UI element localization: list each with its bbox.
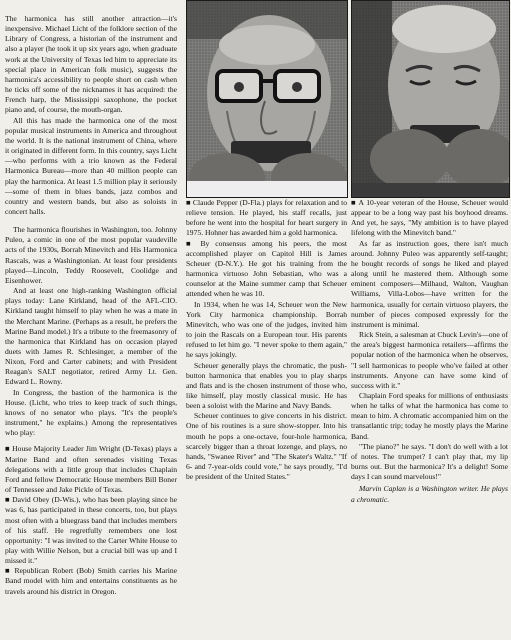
- photo-image: [352, 1, 509, 197]
- paragraph: And at least one high-ranking Washington official plays today: Lane Kirkland, head of the AFL-CIO. Kirkland taught himself to play when he was a mate in the Merchant Marine. (Perhaps as a result, he prefers the Marine Band model.) It's a tribute to the freemasonry of the harmonica that Kirkland has on occasion played duets with James R. Schlesinger, a member of the Nixon, Ford and Carter cabinets; and with President Reagan's SALT negotiator, retired Army Lt. Gen. Edward L. Rowny.: [5, 286, 177, 387]
- paragraph: ■ Republican Robert (Bob) Smith carries his Marine Band model with him and entertains constituents as he travels around his district in Oregon.: [5, 566, 177, 596]
- paragraph: Scheuer continues to give concerts in his district. One of his routines is a sure show-stopper. Into his mouth he pops a one-octave, four-hole harmonica, scarcely bigger than a throat lozenge, and plays, no hands, "Swanee River" and "The Skater's Waltz." "If 6- and 7-year-olds could vote," he says proudly, "I'd be president of the United States.": [186, 411, 347, 482]
- photo-man-with-glasses: [186, 0, 348, 198]
- article-column-1: [5, 14, 177, 597]
- paragraph: ■ A 10-year veteran of the House, Scheuer would appear to be a long way past his boyhood dreams. And yet, he says, "My ambition is to have played lifelong with the Minevitch band.": [351, 198, 508, 238]
- article-column-2: [186, 198, 347, 482]
- article-column-3: [351, 198, 508, 505]
- paragraph: ■ Claude Pepper (D-Fla.) plays for relaxation and to relieve tension. He played, his staff recalls, just before he went into the hospital for heart surgery in 1975. Hohner has awarded him a gold harmonica.: [186, 198, 347, 238]
- paragraph: The harmonica has still another attraction—it's inexpensive. Michael Licht of the folklore section of the Library of Congress, a historian of the instrument and also a player (he took it up six years ago, when graduate work at the University of Texas led him to appreciate its special place in American folk music), suggests the harmonica's accessibility to people short on cash when he ticks off some of the nicknames it has acquired: the French harp, the Mississippi saxophone, the pocket piano and, of course, the mouth-organ.: [5, 14, 177, 115]
- paragraph: ■ House Majority Leader Jim Wright (D-Texas) plays a Marine Band and often serenades visiting Texas delegations with a little group that includes Chaplain Ford and fellow Democratic House members Bill Boner of Tennessee and Jake Pickle of Texas.: [5, 444, 177, 495]
- photo-image: [187, 1, 347, 197]
- paragraph: The harmonica flourishes in Washington, too. Johnny Puleo, a comic in one of the most popular vaudeville acts of the 1930s, Borrah Minevitch and His Harmonica Rascals, was a Washingtonian. At least four presidents played—Lincoln, Teddy Roosevelt, Coolidge and Eisenhower.: [5, 225, 177, 285]
- paragraph: Rick Stein, a salesman at Chuck Levin's—one of the area's biggest harmonica retailers—affirms the popular notion of the harmonica when he observes, "I sell harmonicas to people who've failed at other instruments. Anyone can have some kind of success with it.": [351, 330, 508, 390]
- paragraph: "The piano?" he says. "I don't do well with a lot of notes. The trumpet? I can't play that, my lip burns out. But the harmonica? It's a delight! Some days I can sound marvelous!": [351, 441, 508, 482]
- author-credit: Marvin Caplan is a Washington writer. He plays a chromatic.: [351, 484, 508, 504]
- paragraph: In Congress, the bastion of the harmonica is the House. (Licht, who tries to keep track of such things, knows of no senator who plays. "It's the people's instrument," he explains.) Among the representatives who play:: [5, 387, 177, 438]
- paragraph: ■ David Obey (D-Wis.), who has been playing since he was 6, has participated in these concerts, too, but plays most often with a bluegrass band that includes members of his staff. He regretfully remembers one lost opportunity: "I was invited to the Carter White House to play with Willie Nelson, but a crucial bill was up and I missed it.": [5, 495, 177, 566]
- paragraph: ■ By consensus among his peers, the most accomplished player on Capitol Hill is James Scheuer (D-N.Y.). He got his training from the harmonica virtuoso John Sebastian, who was a counselor at the Maine summer camp that Scheuer attended when he was 10.: [186, 238, 347, 299]
- photo-man-playing-harmonica: [351, 0, 510, 198]
- paragraph: In 1934, when he was 14, Scheuer won the New York City harmonica championship. Borrah Minevitch, who was one of the judges, invited him to join the Rascals on a European tour. His parents refused to let him go. "I never spoke to them again," he says jokingly.: [186, 299, 347, 360]
- paragraph: Chaplain Ford speaks for millions of enthusiasts when he talks of what the harmonica has come to mean to him. A chromatic accompanied him on the transatlantic trip; today he mostly plays the Marine Band.: [351, 390, 508, 441]
- paragraph: Scheuer generally plays the chromatic, the push-button harmonica that enables you to play sharps and flats and is the chosen instrument of those who, like himself, play mostly classical music. He has been a soloist with the Marine and Navy Bands.: [186, 360, 347, 411]
- paragraph: As far as instruction goes, there isn't much around. Johnny Puleo was apparently self-taught; he bought records of songs he liked and played along until he mastered them. Although some eminent composers—Milhaud, Walton, Vaughan Williams, Villa-Lobos—have written for the harmonica, usually for certain virtuoso players, the number of pieces composed expressly for the instrument is minimal.: [351, 238, 508, 329]
- paragraph: All this has made the harmonica one of the most popular musical instruments in America and throughout the world. It is the national instrument of China, where it originated in different form. In this country, says Licht—who performs with a trio known as the Federal Harmonica Bureau—more than 40 million people can play the harmonica. At least 1.5 million play it seriously—some of them in blues bands, jazz combos and country and western bands, but also as soloists in concert halls.: [5, 115, 177, 216]
